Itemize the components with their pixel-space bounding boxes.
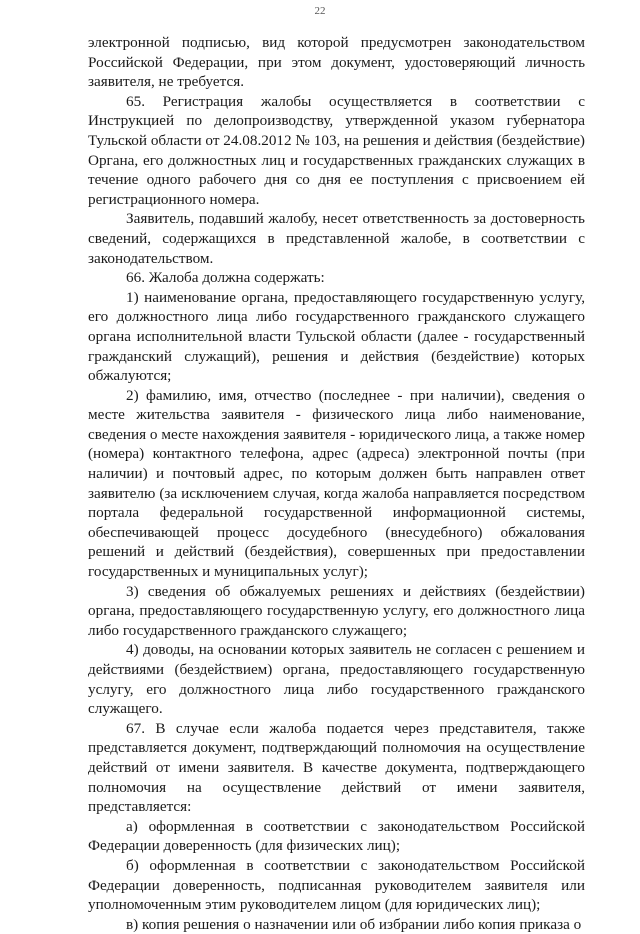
list-item-v: в) копия решения о назначении или об избрании либо копия приказа о xyxy=(126,915,582,933)
paragraph-67: 67. В случае если жалоба подается через представителя, также представляется документ, подтверждающий полномочия на осуществление действий от имени заявителя. В качестве документа, подтверждающего полномочия на осуществление действий от имени заявителя, представляется: xyxy=(88,719,585,816)
list-item-1: 1) наименование органа, предоставляющего государственную услугу, его должностного лица либо государственного гражданского служащего органа исполнительной власти Тульской области (далее - государственный гражданский служащий), решения и действия (бездействие) которых обжалуются; xyxy=(88,288,585,385)
page-number: 22 xyxy=(314,5,326,17)
list-item-3: 3) сведения об обжалуемых решениях и действиях (бездействии) органа, предоставляющего государственную услугу, его должностного лица либо государственного гражданского служащего; xyxy=(88,582,585,639)
list-item-4: 4) доводы, на основании которых заявитель не согласен с решением и действиями (бездействием) органа, предоставляющего государственную услугу, его должностного лица либо государственного гражданского служащего. xyxy=(88,641,585,718)
paragraph-continuation: электронной подписью, вид которой предусмотрен законодательством Российской Федерации, при этом документ, удостоверяющий личность заявителя, не требуется. xyxy=(88,34,585,91)
list-item-a: а) оформленная в соответствии с законодательством Российской Федерации доверенность (для физических лиц); xyxy=(88,817,585,855)
paragraph-66: 66. Жалоба должна содержать: xyxy=(126,269,325,287)
list-item-b: б) оформленная в соответствии с законодательством Российской Федерации доверенность, подписанная руководителем заявителя или уполномоченным этим руководителем лицом (для юридических лиц); xyxy=(88,856,585,914)
paragraph-responsibility: Заявитель, подавший жалобу, несет ответственность за достоверность сведений, содержащихся в представленной жалобе, в соответствии с законодательством. xyxy=(88,210,585,267)
paragraph-65: 65. Регистрация жалобы осуществляется в соответствии с Инструкцией по делопроизводству, утвержденной указом губернатора Тульской области от 24.08.2012 № 103, на решения и действия (бездействие) Органа, его должностных лиц и государственных гражданских служащих в течение одного рабочего дня со дня ее поступления с присвоением ей регистрационного номера. xyxy=(88,92,585,208)
document-body xyxy=(88,33,585,934)
list-item-2: 2) фамилию, имя, отчество (последнее - при наличии), сведения о месте жительства заявителя - физического лица либо наименование, сведения о месте нахождения заявителя - юридического лица, а также номер (номера) контактного телефона, адрес (адреса) электронной почты (при наличии) и почтовый адрес, по которым должен быть направлен ответ заявителю (за исключением случая, когда жалоба направляется посредством портала федеральной государственной информационной системы, обеспечивающей процесс досудебного (внесудебного) обжалования решений и действий (бездействия), совершенных при предоставлении государственных и муниципальных услуг); xyxy=(88,386,585,581)
